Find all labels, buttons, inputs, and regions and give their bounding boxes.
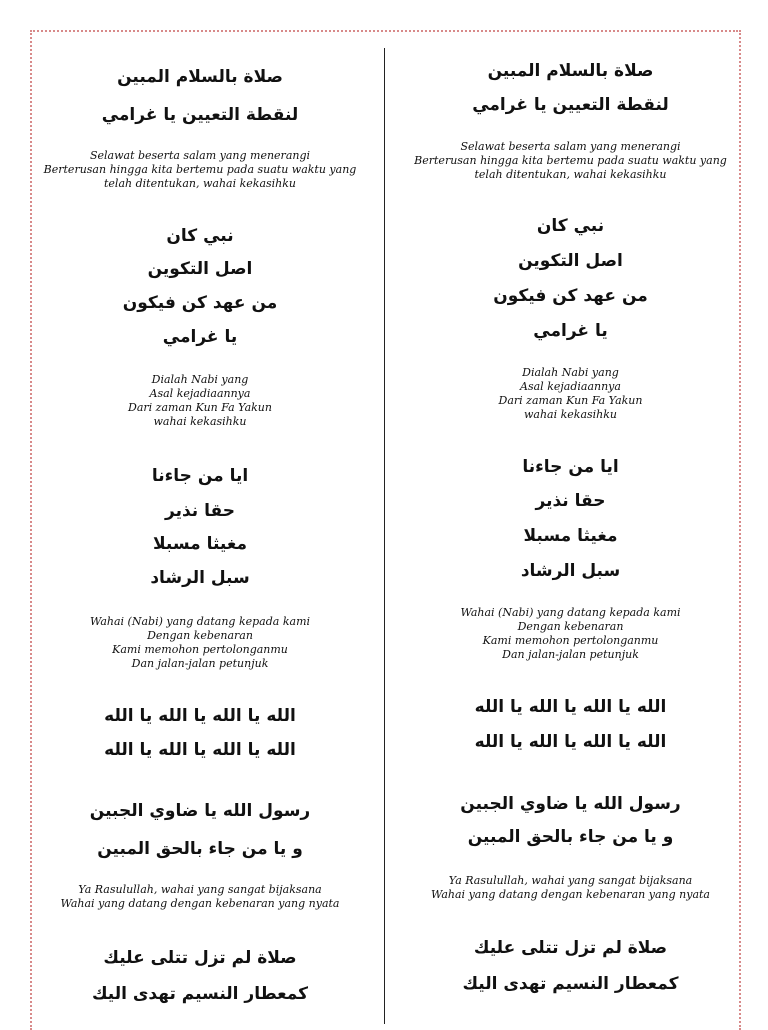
translation-line: Ya Rasulullah, wahai yang sangat bijaksana (78, 883, 322, 896)
arabic-line: ايا من جاءنا (151, 466, 249, 486)
translation-line: Dari zaman Kun Fa Yakun (498, 394, 643, 407)
right-column (408, 0, 733, 1024)
arabic-line: و يا من جاء بالحق المبين (467, 827, 674, 847)
translation-line: wahai kekasihku (523, 408, 618, 421)
translation-block (40, 883, 360, 911)
translation-line: wahai kekasihku (153, 415, 247, 428)
arabic-line: رسول الله يا ضاوي الجبين (460, 794, 681, 814)
arabic-line: مغيثا مسبلا (523, 526, 618, 546)
translation-line: Dialah Nabi yang (151, 373, 249, 386)
translation-line: Dan jalan-jalan petunjuk (502, 648, 639, 661)
arabic-line: مغيثا مسبلا (153, 534, 247, 554)
arabic-line: الله يا الله يا الله يا الله (104, 706, 296, 726)
translation-block (40, 615, 360, 671)
arabic-line: نبي كان (536, 216, 605, 236)
translation-line: Asal kejadiaannya (520, 380, 621, 393)
arabic-line: و يا من جاء بالحق المبين (97, 839, 303, 859)
arabic-line: صلاة لم تزل تتلى عليك (473, 938, 668, 958)
translation-line: Dengan kebenaran (147, 629, 253, 642)
arabic-line: نبي كان (166, 226, 234, 246)
translation-line: Selawat beserta salam yang menerangi (89, 149, 311, 162)
arabic-line: لنقطة التعيين يا غرامي (472, 95, 669, 115)
translation-line: Dialah Nabi yang (522, 366, 619, 379)
decorative-border-right (733, 30, 741, 1030)
arabic-line: يا غرامي (162, 327, 238, 347)
translation-line: Asal kejadiaannya (149, 387, 251, 400)
translation-block (408, 140, 733, 182)
translation-line: Berterusan hingga kita bertemu pada suatu waktu yang (43, 163, 357, 176)
arabic-line: كمعطار النسيم تهدى اليك (462, 974, 679, 994)
arabic-line: سبل الرشاد (520, 561, 621, 581)
translation-line: Wahai yang datang dengan kebenaran yang nyata (60, 897, 340, 910)
translation-block (408, 606, 733, 662)
translation-block (40, 373, 360, 429)
arabic-line: من عهد كن فيكون (493, 286, 648, 306)
translation-line: Dari zaman Kun Fa Yakun (128, 401, 272, 414)
translation-line: Ya Rasulullah, wahai yang sangat bijaksana (448, 874, 693, 887)
translation-line: Kami memohon pertolonganmu (482, 634, 659, 647)
arabic-line: اصل التكوين (147, 259, 253, 279)
translation-line: telah ditentukan, wahai kekasihku (104, 177, 296, 190)
arabic-line: حقا نذير (535, 491, 606, 511)
translation-block (408, 366, 733, 422)
translation-line: telah ditentukan, wahai kekasihku (474, 168, 667, 181)
decorative-border-left (30, 30, 38, 1030)
arabic-line: الله يا الله يا الله يا الله (104, 740, 296, 760)
arabic-line: رسول الله يا ضاوي الجبين (89, 801, 311, 821)
translation-line: Wahai yang datang dengan kebenaran yang nyata (431, 888, 710, 901)
arabic-line: من عهد كن فيكون (122, 293, 278, 313)
arabic-line: صلاة لم تزل تتلى عليك (103, 948, 297, 968)
translation-line: Kami memohon pertolonganmu (112, 643, 288, 656)
arabic-line: كمعطار النسيم تهدى اليك (91, 984, 309, 1004)
left-column (40, 0, 360, 1024)
arabic-line: سبل الرشاد (150, 568, 250, 588)
arabic-line: يا غرامي (533, 321, 608, 341)
arabic-line: صلاة بالسلام المبين (117, 67, 283, 87)
translation-block (40, 149, 360, 191)
translation-line: Dengan kebenaran (517, 620, 624, 633)
translation-block (408, 874, 733, 902)
arabic-line: ايا من جاءنا (522, 457, 619, 477)
translation-line: Selawat beserta salam yang menerangi (460, 140, 681, 153)
translation-line: Dan jalan-jalan petunjuk (131, 657, 269, 670)
arabic-line: الله يا الله يا الله يا الله (474, 732, 667, 752)
arabic-line: صلاة بالسلام المبين (487, 61, 654, 81)
arabic-line: اصل التكوين (518, 251, 623, 271)
translation-line: Berterusan hingga kita bertemu pada suatu waktu yang (414, 154, 727, 167)
column-divider (384, 48, 385, 1024)
arabic-line: الله يا الله يا الله يا الله (474, 697, 667, 717)
translation-line: Wahai (Nabi) yang datang kepada kami (89, 615, 311, 628)
arabic-line: لنقطة التعيين يا غرامي (101, 105, 299, 125)
translation-line: Wahai (Nabi) yang datang kepada kami (460, 606, 681, 619)
arabic-line: حقا نذير (165, 501, 235, 521)
